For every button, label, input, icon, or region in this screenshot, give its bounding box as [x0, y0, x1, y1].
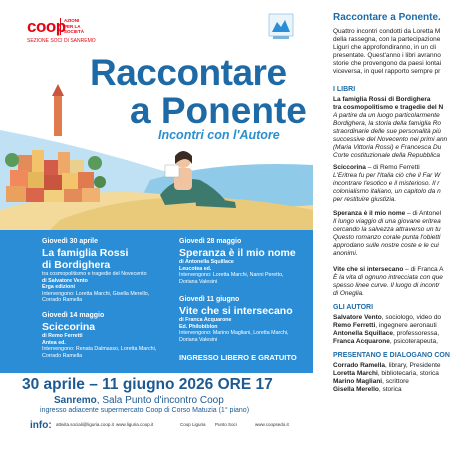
event-details: di Antonella Squillace Leucotea ed. Intervengono: Loretta Marchi, Nanni Peretto, Doriana Valesini: [179, 259, 284, 285]
presenters-heading: PRESENTANO E DIALOGANO CON: [333, 352, 450, 359]
event-date: Giovedì 28 maggio: [179, 238, 242, 245]
footer-email: attivita.sociali@liguria.coop.it: [56, 422, 114, 427]
venue-detail: ingresso adiacente supermercato Coop di Corso Matuzia (1° piano): [40, 407, 250, 414]
article-title: Raccontare a Ponente.: [333, 12, 441, 23]
venue: Sanremo, Sala Punto d'incontro Coop: [54, 395, 224, 406]
coop-section: SEZIONE SOCI DI SANREMO: [27, 38, 96, 44]
event-item: [179, 238, 309, 285]
event-dates: 30 aprile – 11 giugno 2026 ORE 17: [22, 376, 273, 393]
footer-website: www.liguria.coop.it: [116, 422, 154, 427]
event-item: [42, 312, 172, 359]
authors-heading: GLI AUTORI: [333, 304, 374, 311]
event-details: di Franca Acquarone Ed. Philobiblon Intervengono: Marino Magliani, Loretta Marchi, Doriana Valesini: [179, 317, 289, 343]
free-entry-label: INGRESSO LIBERO E GRATUITO: [179, 353, 297, 362]
coop-logo: coop: [27, 17, 66, 36]
footer-coop-liguria: Coop Liguria: [180, 422, 206, 427]
event-date: Giovedì 11 giugno: [179, 296, 240, 303]
books-heading: I LIBRI: [333, 86, 356, 93]
info-label: info:: [30, 420, 52, 431]
event-details: di Remo Ferretti Antea ed. Intervengono: Renata Dalmasso, Loretta Marchi, Corrado Ramella: [42, 333, 157, 359]
event-date: Giovedì 14 maggio: [42, 312, 105, 319]
coop-tagline: AZIONI PER LA SOCIETÀ: [60, 18, 84, 35]
event-item: [179, 296, 309, 343]
poster-title-line1: Raccontare: [90, 52, 287, 93]
article-column: Raccontare a Ponente. Quattro incontri condotti da Loretta M della rassegna, con la partecipazione Liguri che approfondiranno, in un cli presentate. Quest'anno i libri avranno storie che provengono da paesi lontai viceversa, in quel rapporto sempre pr I LIBRI La famiglia Rossi di Bordighera tra cosmopolitismo e tragedie del N A partire da un luogo particolarmente Bordighera, la storia della famiglia Ro straordinarie delle sue personalità più successive del Novecento nei primi ann (Maria Vittoria Rossi) e Francesca Du Corte costituzionale della Repubblica Sciccorina – di Remo Ferretti L'Eritrea fu per l'Italia ciò che il Far W incontrare l'esotico e il misterioso. Il r colonialismo italiano, un capitolo da n per restituire giustizia. Speranza è il mio nome – di Antonel Il lungo viaggio di una giovane eritrea cercando la salvezza attraverso un tu Questo romanzo corale punta l'obietti approdano sulle nostre coste e le cui anonimi. Vite che si intersecano – di Franca A È la vita di ognuno intrecciata con que spesso linee curve. Il luogo di incontr di Oneglia. GLI AUTORI Salvatore Vento, sociologo, video do Remo Ferretti, ingegnere aeronauti Antonella Squillace, professoressa, Franca Acquarone, psicoterapeuta, PRESENTANO E DIALOGANO CON Corrado Ramella, library, Presidente Loretta Marchi, bibliotecaria, storica Marino Magliani, scrittore Gisella Merello, storica: [333, 12, 450, 393]
event-date: Giovedì 30 aprile: [42, 238, 99, 245]
footer-punto-soci: Punto Soci: [215, 422, 237, 427]
event-title: Speranza è il mio nome: [179, 247, 296, 259]
event-title: Sciccorina: [42, 321, 96, 333]
footer-site: www.coopsedo.it: [255, 422, 289, 427]
poster-subtitle: Incontri con l'Autore: [158, 128, 280, 142]
event-title: La famiglia Rossi di Bordighera: [42, 247, 129, 271]
event-item: [42, 238, 172, 304]
poster-title-line2: a Ponente: [130, 90, 307, 131]
event-title: Vite che si intersecano: [179, 305, 293, 317]
seal-icon: [267, 10, 295, 42]
event-details: tra cosmopolitismo e tragedie del Novecento di Salvatore Vento Erga edizioni Intervengono: Loretta Marchi, Gisella Merello, Corrado Ramella: [42, 271, 150, 303]
